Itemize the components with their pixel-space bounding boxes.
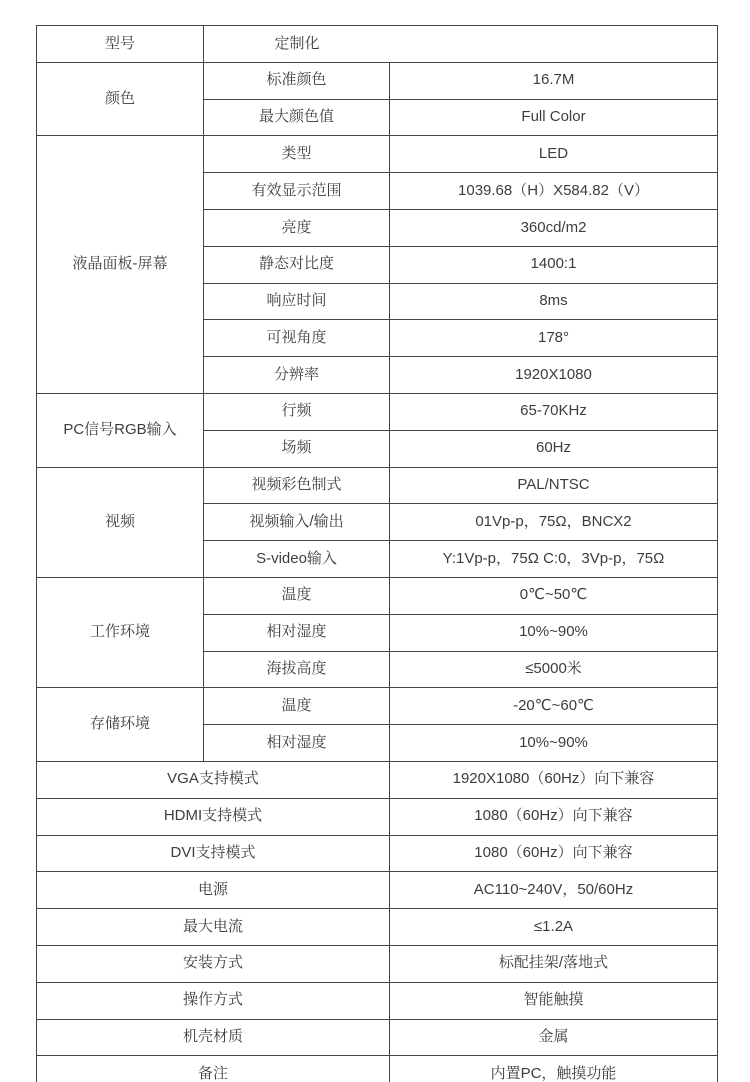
cell-label-case-material: 机壳材质 xyxy=(37,1019,390,1056)
cell-value: 01Vp-p，75Ω，BNCX2 xyxy=(390,504,718,541)
cell-value: 1400:1 xyxy=(390,246,718,283)
table-row xyxy=(37,393,718,430)
cell-value: 1920X1080 xyxy=(390,357,718,394)
table-row xyxy=(37,467,718,504)
cell-value: 标配挂架/落地式 xyxy=(390,945,718,982)
table-row xyxy=(37,26,718,63)
cell-label: 分辨率 xyxy=(204,357,390,394)
cell-label: 类型 xyxy=(204,136,390,173)
cell-value: LED xyxy=(390,136,718,173)
cell-label: 温度 xyxy=(204,688,390,725)
cell-label-hdmi: HDMI支持模式 xyxy=(37,798,390,835)
cell-value: PAL/NTSC xyxy=(390,467,718,504)
cell-value: ≤5000米 xyxy=(390,651,718,688)
table-row xyxy=(37,835,718,872)
spec-table xyxy=(36,25,718,1082)
table-row xyxy=(37,798,718,835)
cell-label: 场频 xyxy=(204,430,390,467)
cell-label: 相对湿度 xyxy=(204,725,390,762)
cell-category-color: 颜色 xyxy=(37,62,204,136)
cell-label: 亮度 xyxy=(204,209,390,246)
table-row xyxy=(37,982,718,1019)
cell-value: 1920X1080（60Hz）向下兼容 xyxy=(390,761,718,798)
table-row xyxy=(37,688,718,725)
cell-category-model: 型号 xyxy=(37,26,204,63)
cell-value: AC110~240V，50/60Hz xyxy=(390,872,718,909)
cell-value: 1080（60Hz）向下兼容 xyxy=(390,835,718,872)
cell-value: 360cd/m2 xyxy=(390,209,718,246)
cell-value: 10%~90% xyxy=(390,725,718,762)
cell-label: 温度 xyxy=(204,577,390,614)
cell-category-video: 视频 xyxy=(37,467,204,577)
cell-value: 16.7M xyxy=(390,62,718,99)
table-row xyxy=(37,136,718,173)
cell-label-max-current: 最大电流 xyxy=(37,909,390,946)
cell-value: 60Hz xyxy=(390,430,718,467)
table-row xyxy=(37,1019,718,1056)
cell-label: 视频输入/输出 xyxy=(204,504,390,541)
cell-label-remarks: 备注 xyxy=(37,1056,390,1082)
cell-label: 静态对比度 xyxy=(204,246,390,283)
cell-value: 金属 xyxy=(390,1019,718,1056)
table-row xyxy=(37,62,718,99)
cell-value: 内置PC，触摸功能 xyxy=(390,1056,718,1082)
cell-label: 最大颜色值 xyxy=(204,99,390,136)
table-row xyxy=(37,909,718,946)
cell-category-operating-env: 工作环境 xyxy=(37,577,204,687)
cell-label: 标准颜色 xyxy=(204,62,390,99)
cell-value: 178° xyxy=(390,320,718,357)
table-row xyxy=(37,872,718,909)
spec-table-body xyxy=(37,26,718,1082)
cell-value: 智能触摸 xyxy=(390,982,718,1019)
cell-label-mounting: 安装方式 xyxy=(37,945,390,982)
cell-text: 定制化 xyxy=(274,34,320,52)
cell-label: S-video输入 xyxy=(204,541,390,578)
cell-value-model xyxy=(204,26,718,63)
cell-value: 1080（60Hz）向下兼容 xyxy=(390,798,718,835)
cell-label: 可视角度 xyxy=(204,320,390,357)
cell-value: 0℃~50℃ xyxy=(390,577,718,614)
cell-label: 海拔高度 xyxy=(204,651,390,688)
cell-value: ≤1.2A xyxy=(390,909,718,946)
cell-value: 1039.68（H）X584.82（V） xyxy=(390,173,718,210)
cell-category-pc-rgb: PC信号RGB输入 xyxy=(37,393,204,467)
table-row xyxy=(37,577,718,614)
cell-label: 行频 xyxy=(204,393,390,430)
cell-label: 有效显示范围 xyxy=(204,173,390,210)
cell-label-power: 电源 xyxy=(37,872,390,909)
cell-label-vga: VGA支持模式 xyxy=(37,761,390,798)
cell-value: Y:1Vp-p，75Ω C:0，3Vp-p，75Ω xyxy=(390,541,718,578)
cell-label: 视频彩色制式 xyxy=(204,467,390,504)
table-row xyxy=(37,761,718,798)
cell-value: -20℃~60℃ xyxy=(390,688,718,725)
cell-value: 65-70KHz xyxy=(390,393,718,430)
cell-label-operation: 操作方式 xyxy=(37,982,390,1019)
cell-category-storage-env: 存储环境 xyxy=(37,688,204,762)
table-row xyxy=(37,1056,718,1082)
cell-label: 相对湿度 xyxy=(204,614,390,651)
cell-value: 10%~90% xyxy=(390,614,718,651)
cell-category-panel: 液晶面板-屏幕 xyxy=(37,136,204,394)
cell-value: Full Color xyxy=(390,99,718,136)
cell-value: 8ms xyxy=(390,283,718,320)
cell-label: 响应时间 xyxy=(204,283,390,320)
table-row xyxy=(37,945,718,982)
cell-label-dvi: DVI支持模式 xyxy=(37,835,390,872)
